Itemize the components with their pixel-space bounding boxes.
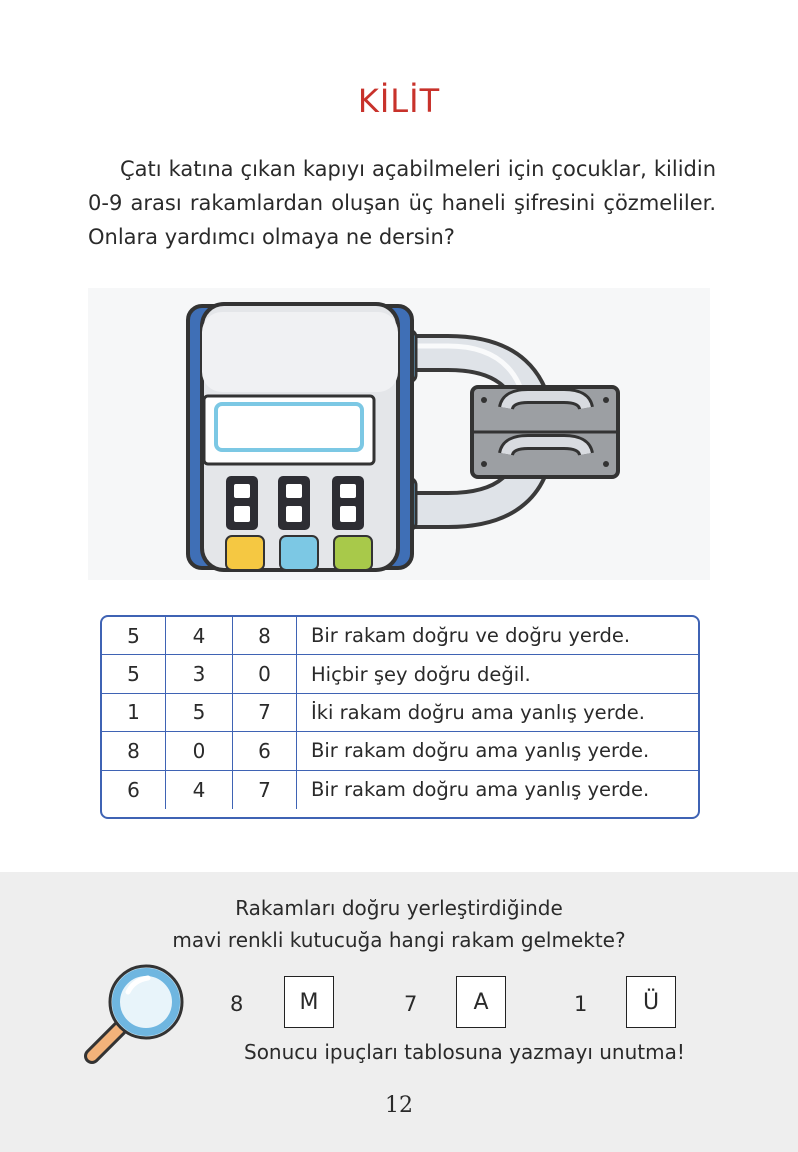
clue-digit: 0: [233, 655, 297, 692]
clue-digit: 0: [166, 732, 233, 769]
answer-letter-box: M: [284, 976, 334, 1028]
table-row: [102, 694, 698, 732]
clue-digit: 5: [102, 617, 166, 654]
clue-hint: Bir rakam doğru ve doğru yerde.: [311, 624, 631, 648]
combination-lock-icon: [88, 288, 710, 580]
intro-paragraph: Çatı katına çıkan kapıyı açabilmeleri için çocuklar, kilidin 0-9 arası rakamlardan oluşan üç haneli şifresini çözmeliler. Onlara yardımcı olmaya ne dersin?: [88, 157, 716, 249]
question-line-1: Rakamları doğru yerleştirdiğinde: [235, 896, 563, 920]
clue-digit: 7: [233, 771, 297, 809]
clue-hint: İki rakam doğru ama yanlış yerde.: [311, 700, 645, 724]
answer-letter-box: A: [456, 976, 506, 1028]
lock-illustration: [88, 288, 710, 580]
answer-digit: 1: [574, 992, 588, 1016]
clue-hint: Bir rakam doğru ama yanlış yerde.: [311, 778, 650, 802]
clue-digit: 4: [166, 617, 233, 654]
question-line-2: mavi renkli kutucuğa hangi rakam gelmekte?: [172, 928, 626, 952]
clue-digit: 6: [233, 732, 297, 769]
table-row: [102, 617, 698, 655]
answer-letter-box: Ü: [626, 976, 676, 1028]
clue-digit: 8: [102, 732, 166, 769]
clue-digit: 3: [166, 655, 233, 692]
page-number: 12: [385, 1093, 413, 1118]
clue-digit: 6: [102, 771, 166, 809]
clue-hint: Hiçbir şey doğru değil.: [311, 662, 531, 686]
clue-table: [100, 615, 700, 819]
clue-hint: Bir rakam doğru ama yanlış yerde.: [311, 739, 650, 763]
clue-digit: 5: [166, 694, 233, 731]
clue-digit: 1: [102, 694, 166, 731]
table-row: [102, 655, 698, 693]
page-title: KİLİT: [357, 82, 441, 120]
reminder-text: Sonucu ipuçları tablosuna yazmayı unutma!: [244, 1040, 685, 1064]
clue-digit: 4: [166, 771, 233, 809]
answer-digit: 8: [230, 992, 244, 1016]
table-row: [102, 771, 698, 809]
magnifier-icon: [84, 962, 194, 1076]
table-row: [102, 732, 698, 770]
clue-digit: 7: [233, 694, 297, 731]
answer-digit: 7: [404, 992, 418, 1016]
clue-digit: 8: [233, 617, 297, 654]
clue-digit: 5: [102, 655, 166, 692]
